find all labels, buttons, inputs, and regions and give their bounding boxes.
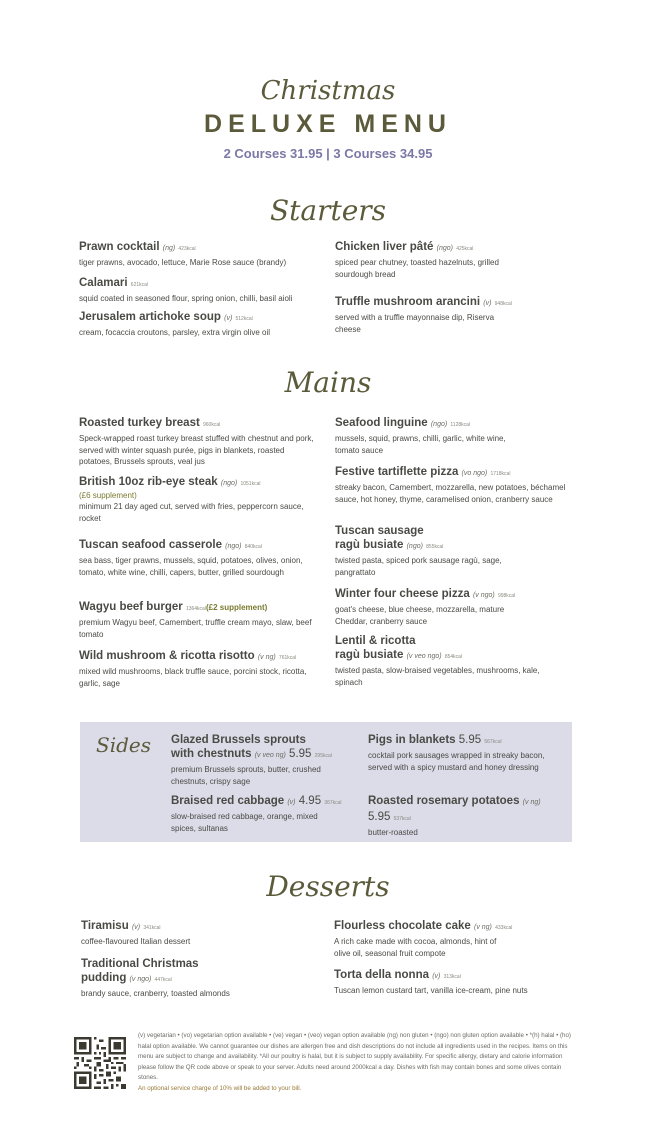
item-name: Braised red cabbage — [171, 795, 285, 807]
item-kcal: 854kcal — [444, 654, 463, 660]
item-kcal: 1051kcal — [240, 481, 261, 487]
allergen-notice: (v) vegetarian • (vo) vegetarian option available • (ve) vegan • (veo) vegan option available (ng) non gluten • (ngo) non gluten option available • *(h) halal • (ho) halal option available. We cannot guarantee our dishes are allergen free and dish descriptions do not include all ingredients used in the recipes. Items on this menu are subject to change and availability. *All our poultry is halal, but it is subject to supply availability. For specific allergy, dietary and calorie information please follow the QR code above or speak to your server. Adults need around 2000kcal a day. Dishes with fish may contain bones and some olives contain stones. — [138, 1032, 571, 1082]
item-tag: (ngo) — [406, 543, 423, 550]
item-name: British 10oz rib-eye steak — [79, 476, 218, 488]
item-name: Lentil & ricotta — [335, 635, 416, 647]
item-tag: (ng) — [162, 245, 176, 252]
item-kcal: 567kcal — [484, 739, 502, 745]
item-tag: (v) — [131, 924, 141, 931]
item-desc: served with a truffle mayonnaise dip, Riserva cheese — [335, 313, 495, 334]
item-name: Truffle mushroom arancini — [335, 296, 481, 308]
course-prices: 2 Courses 31.95 | 3 Courses 34.95 — [223, 146, 433, 161]
item-price: 5.95 — [368, 811, 391, 823]
item-kcal: 1718kcal — [490, 471, 511, 477]
item-desc: cocktail pork sausages wrapped in streaky bacon, served with a spicy mustard and honey dressing — [368, 751, 545, 772]
item-tag: (v ng) — [257, 654, 276, 661]
item-tag: (v ng) — [522, 799, 541, 806]
mains-title: Mains — [284, 366, 372, 399]
footer-legal — [138, 1031, 578, 1095]
menu-item — [334, 968, 574, 997]
menu-item — [79, 416, 315, 468]
menu-item — [335, 416, 555, 456]
item-name: Pigs in blankets — [368, 734, 456, 746]
menu-item — [81, 919, 311, 948]
menu-item — [171, 794, 361, 834]
menu-item — [335, 634, 565, 688]
item-price: 4.95 — [298, 795, 322, 807]
item-desc: mussels, squid, prawns, chilli, garlic, white wine, tomato sauce — [335, 434, 506, 455]
item-desc: brandy sauce, cranberry, toasted almonds — [81, 989, 230, 998]
item-tag: (v veo ng) — [254, 752, 286, 759]
item-tag: (ngo) — [430, 421, 448, 428]
item-desc: A rich cake made with cocoa, almonds, hint of olive oil, seasonal fruit compote — [334, 937, 497, 958]
item-name: Wild mushroom & ricotta risotto — [79, 650, 255, 662]
item-desc: premium Wagyu beef, Camembert, truffle cream mayo, slaw, beef tomato — [79, 618, 312, 639]
item-kcal: 998kcal — [497, 593, 516, 599]
item-desc: squid coated in seasoned flour, spring onion, chilli, basil aioli — [79, 294, 293, 303]
item-name: Flourless chocolate cake — [334, 920, 471, 932]
menu-item — [335, 524, 555, 578]
menu-item — [79, 649, 324, 689]
item-desc: mixed wild mushrooms, black truffle sauce, porcini stock, ricotta, garlic, sage — [79, 667, 307, 688]
item-kcal: 761kcal — [278, 655, 297, 661]
item-kcal: 425kcal — [456, 246, 474, 252]
menu-item — [79, 475, 319, 524]
item-supplement: (£6 supplement) — [79, 491, 137, 500]
item-name-line2: pudding — [81, 972, 127, 984]
item-desc: Speck-wrapped roast turkey breast stuffed with chestnut and pork, served with winter squash purée, pigs in blankets, roasted potatoes, Brussels sprouts, veal jus — [79, 434, 314, 466]
item-kcal: 433kcal — [495, 925, 513, 931]
menu-item — [335, 587, 555, 627]
header-christmas: Christmas — [260, 76, 396, 106]
item-kcal: 313kcal — [443, 974, 461, 980]
item-desc: slow-braised red cabbage, orange, mixed spices, sultanas — [171, 812, 318, 833]
item-tag: (ngo) — [220, 480, 238, 487]
item-name: Glazed Brussels sprouts — [171, 734, 306, 746]
item-name: Winter four cheese pizza — [335, 588, 470, 600]
menu-item — [79, 276, 329, 305]
item-name-line2: ragù busiate — [335, 539, 404, 551]
item-name: Festive tartiflette pizza — [335, 466, 459, 478]
menu-item — [79, 310, 329, 339]
item-kcal: 621kcal — [130, 282, 149, 288]
menu-item — [368, 794, 568, 839]
item-tag: (ngo) — [225, 543, 242, 550]
item-tag: (v) — [432, 973, 441, 980]
item-tag: (vo ngo) — [461, 470, 488, 477]
item-tag: (v ng) — [474, 924, 492, 931]
item-supplement: (£2 supplement) — [205, 603, 268, 612]
menu-item — [335, 295, 565, 335]
starters-title: Starters — [269, 194, 387, 227]
item-kcal: 960kcal — [203, 422, 221, 428]
item-kcal: 1128kcal — [450, 422, 471, 428]
item-tag: (v veo ngo) — [406, 653, 442, 660]
item-name: Jerusalem artichoke soup — [79, 311, 221, 323]
item-name-line2: ragù busiate — [335, 649, 404, 661]
item-name: Roasted turkey breast — [79, 417, 200, 429]
qr-code-icon[interactable] — [74, 1037, 126, 1089]
item-kcal: 447kcal — [154, 977, 172, 983]
item-kcal: 423kcal — [178, 246, 196, 252]
item-desc: Tuscan lemon custard tart, vanilla ice-cream, pine nuts — [334, 986, 528, 995]
item-kcal: 367kcal — [324, 800, 342, 806]
item-desc: premium Brussels sprouts, butter, crushed chestnuts, crispy sage — [171, 765, 321, 786]
item-name: Seafood linguine — [335, 417, 428, 429]
item-price: 5.95 — [458, 734, 482, 746]
item-kcal: 512kcal — [235, 316, 253, 322]
item-name: Wagyu beef burger — [79, 601, 183, 613]
item-tag: (v ngo) — [472, 592, 495, 599]
item-kcal: 1364kcal — [185, 606, 206, 612]
menu-item — [79, 600, 319, 640]
item-name: Tuscan sausage — [335, 525, 424, 537]
sides-title: Sides — [96, 733, 151, 757]
item-desc: butter-roasted — [368, 828, 418, 837]
item-desc: cream, focaccia croutons, parsley, extra virgin olive oil — [79, 328, 271, 337]
item-desc: twisted pasta, slow-braised vegetables, mushrooms, kale, spinach — [335, 666, 540, 687]
item-kcal: 855kcal — [426, 544, 444, 550]
menu-item — [368, 733, 568, 773]
item-tag: (v) — [483, 300, 492, 307]
menu-item — [171, 733, 361, 787]
item-kcal: 341kcal — [143, 925, 161, 931]
item-kcal: 948kcal — [494, 301, 512, 307]
item-desc: spiced pear chutney, toasted hazelnuts, grilled sourdough bread — [335, 258, 499, 279]
menu-item — [335, 465, 570, 505]
item-price: 5.95 — [289, 748, 312, 760]
item-name: Roasted rosemary potatoes — [368, 795, 520, 807]
menu-item — [79, 538, 315, 578]
item-name: Torta della nonna — [334, 969, 429, 981]
item-tag: (v) — [224, 315, 233, 322]
item-desc: minimum 21 day aged cut, served with fries, peppercorn sauce, rocket — [79, 502, 304, 523]
item-name: Tiramisu — [81, 920, 129, 932]
item-tag: (v ngo) — [129, 976, 152, 983]
menu-item — [334, 919, 569, 959]
item-desc: sea bass, tiger prawns, mussels, squid, potatoes, olives, onion, tomato, white wine, chilli, capers, butter, grilled sourdough — [79, 556, 303, 577]
menu-item — [81, 957, 311, 1000]
item-desc: coffee-flavoured Italian dessert — [81, 937, 191, 946]
item-desc: twisted pasta, spiced pork sausage ragù, sage, pangrattato — [335, 556, 502, 577]
item-desc: streaky bacon, Camembert, mozzarella, new potatoes, béchamel sauce, hot honey, thyme, caramelised onion, cranberry sauce — [335, 483, 566, 504]
item-desc: tiger prawns, avocado, lettuce, Marie Rose sauce (brandy) — [79, 258, 287, 267]
item-name-line2: with chestnuts — [171, 748, 252, 760]
item-tag: (v) — [287, 799, 296, 806]
item-name: Prawn cocktail — [79, 241, 160, 253]
item-kcal: 295kcal — [314, 753, 332, 759]
menu-title: DELUXE MENU — [204, 110, 452, 138]
item-name: Tuscan seafood casserole — [79, 539, 222, 551]
item-kcal: 537kcal — [393, 816, 411, 822]
item-tag: (ngo) — [436, 245, 453, 252]
item-name: Chicken liver pâté — [335, 241, 434, 253]
item-desc: goat's cheese, blue cheese, mozzarella, mature Cheddar, cranberry sauce — [335, 605, 505, 626]
menu-item — [335, 240, 535, 280]
desserts-title: Desserts — [266, 870, 390, 903]
menu-item — [79, 240, 329, 269]
item-name: Traditional Christmas — [81, 958, 199, 970]
item-kcal: 840kcal — [244, 544, 262, 550]
item-name: Calamari — [79, 277, 128, 289]
service-charge-notice: An optional service charge of 10% will be added to your bill. — [138, 1084, 302, 1092]
